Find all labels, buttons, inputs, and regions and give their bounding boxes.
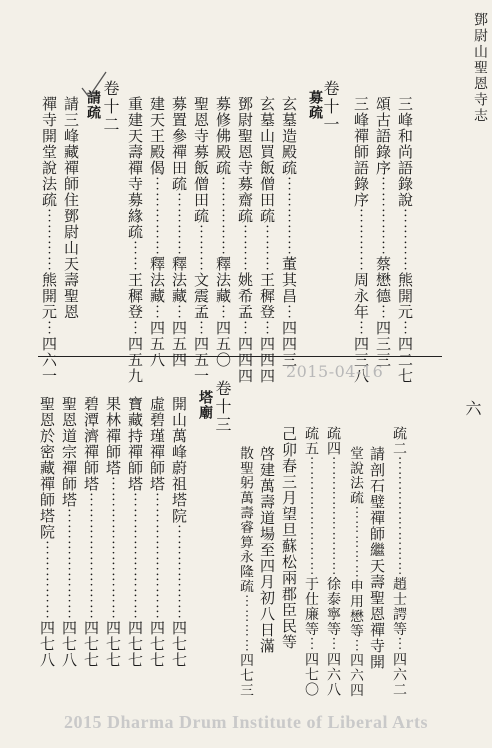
juan-heading: 卷十三 [213, 380, 232, 434]
toc-entry: 啓建萬壽道場至四月初八日滿 [258, 446, 276, 654]
toc-entry: 疏五⋯⋯⋯⋯⋯⋯⋯⋯于仕廉等⋯四七〇 [303, 426, 319, 698]
toc-entry: 鄧尉聖恩寺募齋疏⋯⋯⋯姚希孟⋯四四四 [236, 96, 254, 384]
toc-entry: 疏二⋯⋯⋯⋯⋯⋯⋯⋯趙士諤等⋯四六二 [391, 426, 407, 698]
toc-entry: 三峰禪師語錄序⋯⋯⋯⋯周永年⋯四三八 [352, 96, 370, 384]
toc-entry: 聖恩道宗禪師塔⋯⋯⋯⋯⋯⋯⋯四七八 [60, 396, 78, 668]
section-heading: 請疏 [85, 90, 101, 120]
toc-entry: 果林禪師塔⋯⋯⋯⋯⋯⋯⋯⋯⋯四七七 [104, 396, 122, 668]
toc-entry: 玄墓山買飯僧田疏⋯⋯⋯王穉登⋯四四四 [258, 96, 276, 384]
toc-entry: 聖恩於密藏禪師塔院⋯⋯⋯⋯⋯四七八 [38, 396, 56, 668]
toc-entry: 募修佛殿疏⋯⋯⋯⋯⋯釋法藏⋯四五〇 [214, 96, 232, 368]
juan-heading: 卷十二 [101, 80, 120, 134]
toc-entry: 三峰和尚語錄說⋯⋯⋯⋯熊開元⋯四二七 [396, 96, 414, 384]
section-heading: 塔廟 [197, 390, 213, 420]
toc-entry: 疏四⋯⋯⋯⋯⋯⋯⋯⋯徐泰寧等⋯四六八 [325, 426, 341, 698]
section-heading: 募疏 [307, 90, 323, 120]
toc-entry: 散聖躬萬壽睿算永隆疏⋯⋯⋯⋯四七三 [237, 446, 253, 698]
toc-entry: 請剖石璧禪師繼天壽聖恩禪寺開 [368, 446, 386, 670]
toc-entry: 請三峰藏禪師住鄧尉山天壽聖恩 [62, 96, 80, 320]
toc-entry: 己卯春三月望旦蘇松兩郡臣民等 [280, 426, 298, 650]
toc-entry: 堂說法疏⋯⋯⋯⋯⋯申用懋等⋯四六四 [347, 446, 363, 698]
toc-entry: 募置參禪田疏⋯⋯⋯⋯釋法藏⋯四五四 [170, 96, 188, 368]
toc-entry: 開山萬峰蔚祖塔院⋯⋯⋯⋯⋯⋯四七七 [170, 396, 188, 668]
toc-entry: 重建天壽禪寺募緣疏⋯⋯王穉登⋯四五九 [126, 96, 144, 384]
toc-entry: 建天王殿偈⋯⋯⋯⋯⋯釋法藏⋯四五八 [148, 96, 166, 368]
toc-entry: 禪寺開堂說法疏⋯⋯⋯⋯熊開元⋯四六一 [40, 96, 58, 384]
handwritten-check-mark [80, 70, 108, 100]
toc-lower-block [38, 366, 442, 696]
toc-entry: 虛碧瑾禪師塔⋯⋯⋯⋯⋯⋯⋯⋯四七七 [148, 396, 166, 668]
toc-entry: 碧潭濟禪師塔⋯⋯⋯⋯⋯⋯⋯⋯四七七 [82, 396, 100, 668]
toc-entry: 寶藏持禪師塔⋯⋯⋯⋯⋯⋯⋯⋯四七七 [126, 396, 144, 668]
toc-entry: 玄墓造殿疏⋯⋯⋯⋯⋯董其昌⋯四四三 [280, 96, 298, 368]
juan-heading: 卷十一 [321, 80, 340, 134]
page-divider [38, 356, 442, 357]
toc-entry: 頌古語錄序⋯⋯⋯⋯⋯蔡懋德⋯四三三 [374, 96, 392, 368]
page-number: 六 [463, 400, 482, 416]
stamp-date: 2015-04-16 [286, 362, 384, 381]
watermark: 2015 Dharma Drum Institute of Liberal Arts [64, 712, 428, 732]
toc-entry: 聖恩寺募飯僧田疏⋯⋯⋯文震孟⋯四五一 [192, 96, 210, 384]
running-head: 鄧尉山聖恩寺志 [472, 12, 488, 124]
